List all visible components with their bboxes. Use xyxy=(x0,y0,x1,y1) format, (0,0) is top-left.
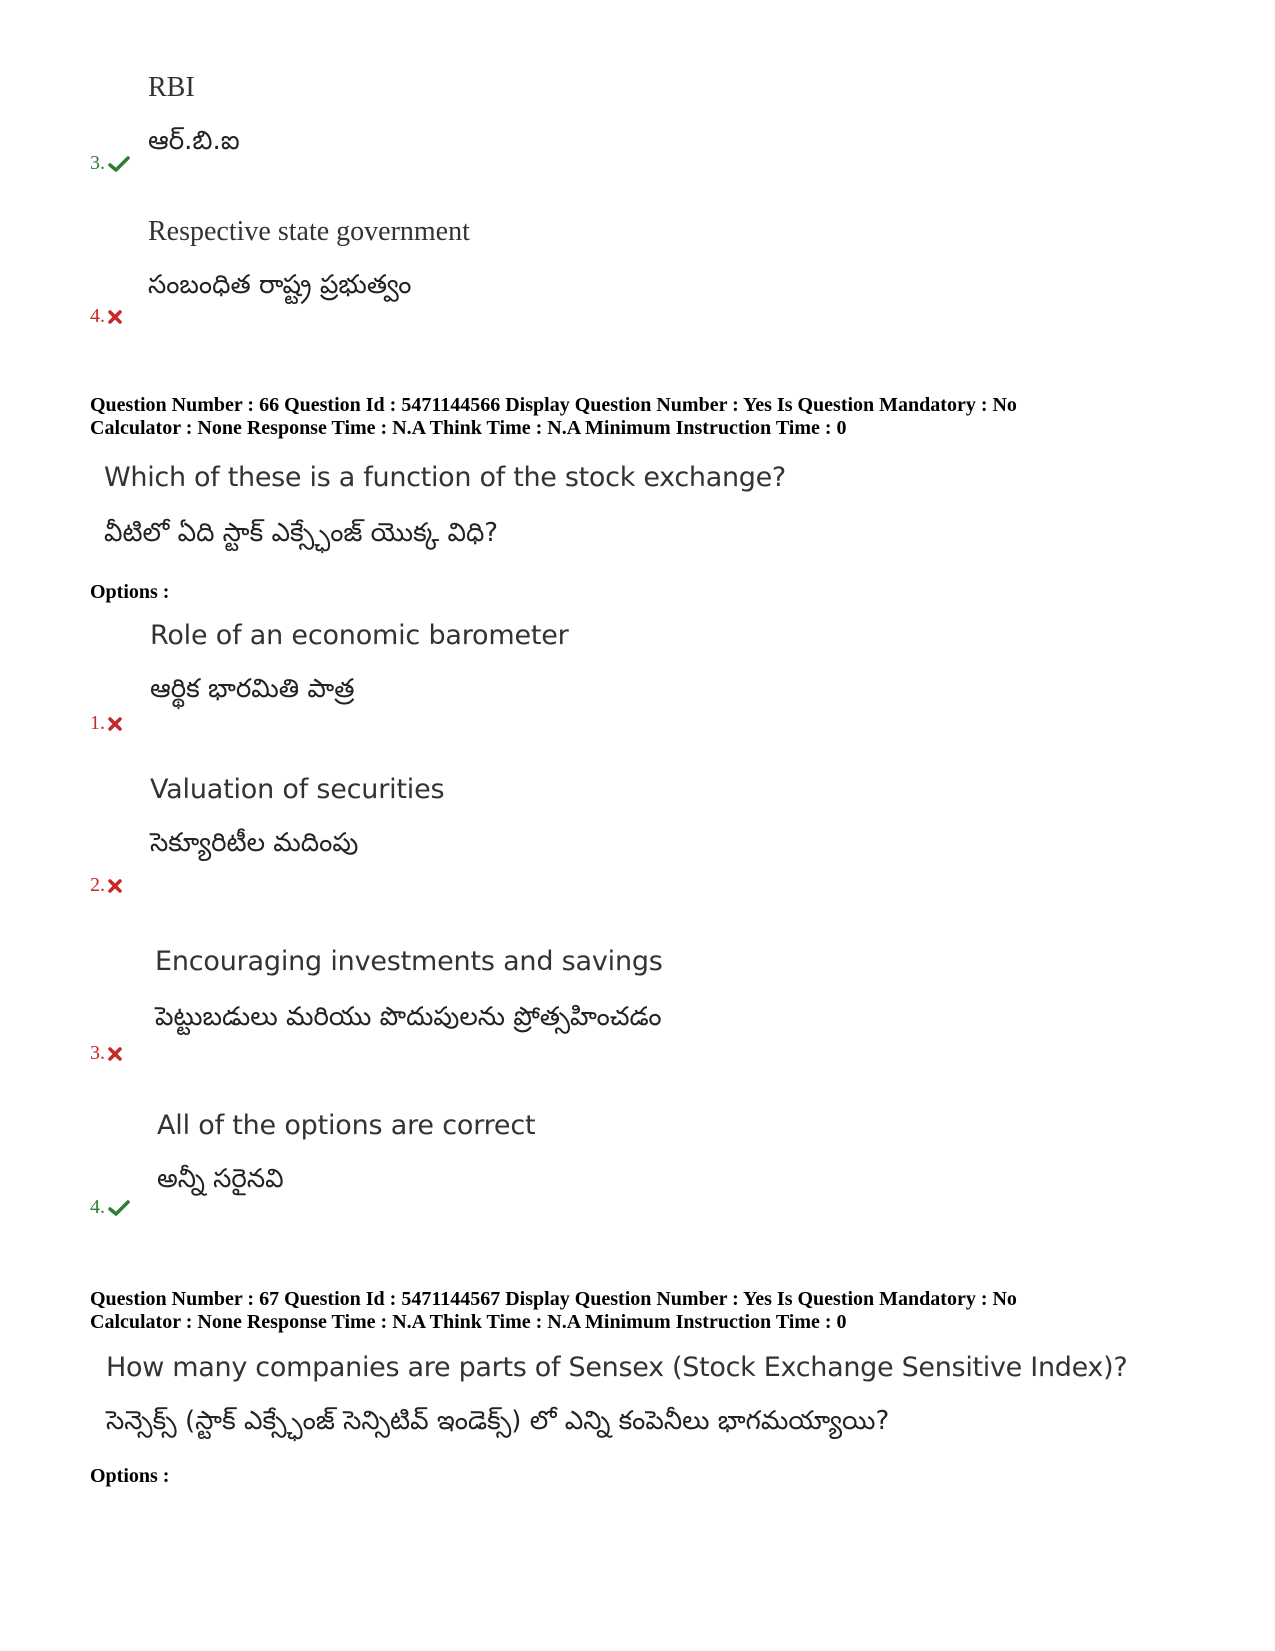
option-number: 1. xyxy=(90,712,105,734)
cross-icon xyxy=(108,717,122,731)
question-meta-line1: Question Number : 66 Question Id : 5471144566 Display Question Number : Yes Is Question Mandatory : No xyxy=(90,394,1017,416)
check-icon xyxy=(108,1199,130,1217)
option-number-wrong xyxy=(90,712,122,735)
question-text-te: సెన్సెక్స్ (స్టాక్ ఎక్స్ఛేంజ్ సెన్సిటివ్ ఇండెక్స్) లో ఎన్ని కంపెనీలు భాగమయ్యాయి? xyxy=(106,1406,890,1436)
option-text-en: Respective state government xyxy=(148,216,470,247)
check-icon xyxy=(108,155,130,173)
question-text-en: Which of these is a function of the stock exchange? xyxy=(104,462,786,493)
option-number: 2. xyxy=(90,874,105,896)
options-label: Options : xyxy=(90,1465,170,1487)
question-meta-line1: Question Number : 67 Question Id : 5471144567 Display Question Number : Yes Is Question Mandatory : No xyxy=(90,1288,1017,1310)
cross-icon xyxy=(108,879,122,893)
option-number: 4. xyxy=(90,1196,105,1218)
option-text-en: All of the options are correct xyxy=(157,1110,536,1141)
option-number: 4. xyxy=(90,305,105,327)
cross-icon xyxy=(108,1047,122,1061)
option-number-correct xyxy=(90,1196,130,1219)
option-text-te: సంబంధిత రాష్ట్ర ప్రభుత్వం xyxy=(148,270,412,300)
options-label: Options : xyxy=(90,581,170,603)
option-number-wrong xyxy=(90,874,122,897)
question-text-te: వీటిలో ఏది స్టాక్ ఎక్స్ఛేంజ్ యొక్క విధి? xyxy=(104,518,499,548)
option-text-en: RBI xyxy=(148,72,195,103)
option-text-te: ఆర్థిక భారమితి పాత్ర xyxy=(150,674,355,704)
question-meta-line2: Calculator : None Response Time : N.A Think Time : N.A Minimum Instruction Time : 0 xyxy=(90,1311,847,1333)
question-text-en: How many companies are parts of Sensex (Stock Exchange Sensitive Index)? xyxy=(106,1352,1128,1383)
option-text-te: ఆర్.బి.ఐ xyxy=(148,126,240,156)
cross-icon xyxy=(108,310,122,324)
option-number-wrong xyxy=(90,305,122,328)
option-number-wrong xyxy=(90,1042,122,1065)
option-text-en: Encouraging investments and savings xyxy=(155,946,663,977)
option-number-correct xyxy=(90,152,130,175)
option-number: 3. xyxy=(90,1042,105,1064)
option-text-te: సెక్యూరిటీల మదింపు xyxy=(150,828,359,858)
option-text-te: అన్నీ సరైనవి xyxy=(157,1164,284,1194)
option-number: 3. xyxy=(90,152,105,174)
option-text-te: పెట్టుబడులు మరియు పొదుపులను ప్రోత్సహించడం xyxy=(155,1002,662,1032)
option-text-en: Role of an economic barometer xyxy=(150,620,569,651)
question-meta-line2: Calculator : None Response Time : N.A Think Time : N.A Minimum Instruction Time : 0 xyxy=(90,417,847,439)
option-text-en: Valuation of securities xyxy=(150,774,445,805)
